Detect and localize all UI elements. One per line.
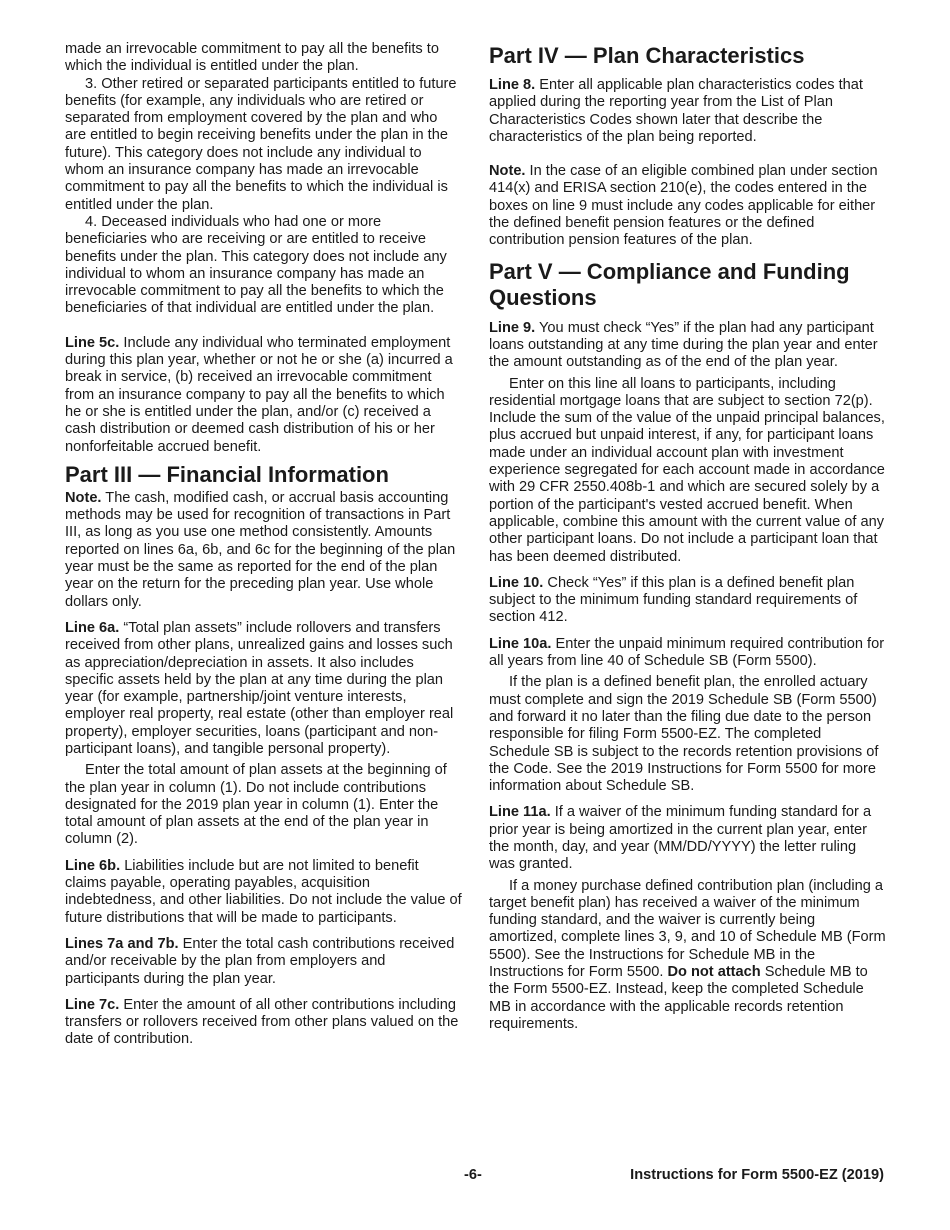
paragraph-line-11a-continued: [489, 878, 886, 1034]
line-10-label: Line 10.: [489, 574, 544, 591]
paragraph-line-6a: [65, 620, 462, 758]
line-9-text: You must check “Yes” if the plan had any participant loans outstanding at any time during the plan year and enter the amount outstanding as of the end of the plan year.: [489, 319, 878, 371]
heading-part-3: Part III — Financial Information: [65, 461, 389, 487]
note-label: Note.: [489, 163, 526, 180]
line-5c-label: Line 5c.: [65, 334, 120, 351]
paragraph-line-10a-continued: If the plan is a defined benefit plan, the enrolled actuary must complete and sign the 2019 Schedule SB (Form 5500) and forward it no later than the filing due date to the person responsible for filing Form 5500-EZ. The completed Schedule SB is subject to the records retention provisions of the Code. See the 2019 Instructions for Form 5500 for more information about Schedule SB.: [489, 674, 879, 795]
paragraph-continuation: made an irrevocable commitment to pay all the benefits to which the individual is entitled under the plan.: [65, 41, 439, 75]
paragraph-lines-7a-7b: [65, 936, 462, 988]
line-10a-label: Line 10a.: [489, 635, 552, 652]
line-11a-continued-end: Schedule MB to the Form 5500-EZ. Instead, keep the completed Schedule MB in accordance with the applicable records retention requirements.: [489, 964, 868, 1032]
paragraph-note-part-3: [65, 490, 462, 611]
line-10-text: Check “Yes” if this plan is a defined benefit plan subject to the minimum funding standard requirements of section 412.: [489, 574, 858, 626]
line-11a-continued-start: If a money purchase defined contribution plan (including a target benefit plan) has received a waiver of the minimum funding standard, and the waiver is currently being amortized, complete lines 3, 9, and 10 of Schedule MB (Form 5500). See the Instructions for Schedule MB in the Instructions for Form 5500.: [489, 877, 886, 981]
left-column: [65, 41, 462, 1049]
paragraph-line-8: [489, 77, 886, 146]
note-text: In the case of an eligible combined plan under section 414(x) and ERISA section 210(e), the codes entered in the boxes on line 9 must include any codes applicable for either the defined benefit pension features or the defined contribution pension features of the plan.: [489, 163, 878, 249]
page-number: -6-: [464, 1167, 482, 1183]
heading-part-5: Part V — Compliance and Funding Questions: [489, 258, 850, 310]
paragraph-line-6a-continued: Enter the total amount of plan assets at the beginning of the plan year in column (1). Do not include contributions designated for the 2019 plan year in column (1). Enter the total amount of plan assets at the end of the plan year in column (2).: [65, 762, 447, 848]
line-5c-text: Include any individual who terminated employment during this plan year, whether or not he or she (a) incurred a break in service, (b) received an irrevocable commitment from an insurance company to pay all the benefits to which he or she is entitled under the plan, and/or (c) received a cash distribution or deemed cash distribution of his or her nonforfeitable accrued benefit.: [65, 334, 453, 455]
right-column: [489, 41, 886, 1033]
paragraph-item-4: 4. Deceased individuals who had one or more beneficiaries who are receiving or are entitled to receive benefits under the plan. This category does not include any individual to whom an insurance company has made an irrevocable commitment to pay all the benefits to which the beneficiaries of that individual are entitled under the plan.: [65, 213, 447, 317]
paragraph-line-10: [489, 575, 886, 627]
footer-document-title: Instructions for Form 5500-EZ (2019): [630, 1167, 884, 1183]
note-text: The cash, modified cash, or accrual basis accounting methods may be used for recognition of transactions in Part III, as long as you use one method consistently. Amounts reported on lines 6a, 6b, and 6c for the beginning of the plan year must be the same as reported for the end of the plan year on the return for the preceding plan year. Use whole dollars only.: [65, 489, 456, 610]
lines-7a-7b-label: Lines 7a and 7b.: [65, 935, 179, 952]
paragraph-line-5c: [65, 335, 462, 456]
paragraph-line-9: [489, 320, 886, 372]
line-8-label: Line 8.: [489, 77, 536, 93]
line-11a-text: If a waiver of the minimum funding standard for a prior year is being amortized in the current plan year, enter the month, day, and year (MM/DD/YYYY) the letter ruling was granted.: [489, 804, 872, 873]
line-10a-text: Enter the unpaid minimum required contribution for all years from line 40 of Schedule SB (Form 5500).: [489, 635, 885, 670]
line-6b-text: Liabilities include but are not limited to benefit claims payable, operating payables, acquisition indebtedness, and other liabilities. Do not include the value of future distributions that will be made to participants.: [65, 857, 462, 926]
paragraph-line-7c: [65, 997, 462, 1049]
heading-part-4: Part IV — Plan Characteristics: [489, 43, 805, 68]
line-7c-text: Enter the amount of all other contributions including transfers or rollovers received from other plans valued on the date of contribution.: [65, 996, 459, 1048]
note-label: Note.: [65, 489, 102, 506]
paragraph-line-9-continued: Enter on this line all loans to participants, including residential mortgage loans that are subject to section 72(p). Include the sum of the value of the unpaid principal balances, plus accrued but unpaid interest, if any, for participant loans made under an individual account plan with investment experience segregated for each account made in accordance with 29 CFR 2550.408b-1 and which are secured solely by a portion of the participant's vested accrued benefit. When applicable, combine this amount with the current value of any other participant loans. Do not include a participant loan that has been deemed distributed.: [489, 375, 885, 565]
do-not-attach-emphasis: Do not attach: [667, 964, 761, 981]
paragraph-note-part-4: [489, 163, 886, 249]
line-6a-label: Line 6a.: [65, 619, 120, 636]
line-11a-label: Line 11a.: [489, 804, 551, 821]
paragraph-line-10a: [489, 636, 886, 671]
lines-7a-7b-text: Enter the total cash contributions received and/or receivable by the plan from employers and participants during the plan year.: [65, 935, 455, 987]
paragraph-line-11a: [489, 804, 886, 873]
line-6b-label: Line 6b.: [65, 857, 121, 874]
line-7c-label: Line 7c.: [65, 996, 120, 1013]
paragraph-line-6b: [65, 858, 462, 927]
paragraph-item-3: 3. Other retired or separated participants entitled to future benefits (for example, any individuals who are retired or separated from employment covered by the plan and who are entitled to begin receiving benefits under the plan in the future). This category does not include any individual to whom an insurance company has made an irrevocable commitment to pay all the benefits to which the individual is entitled under the plan.: [65, 75, 457, 213]
line-9-label: Line 9.: [489, 319, 536, 336]
line-6a-text: “Total plan assets” include rollovers and transfers received from other plans, unrealized gains and losses such as appreciation/depreciation in assets. It also includes specific assets held by the plan at any time during the plan year (for example, partnership/joint venture interests, employer real property, real estate (other than employer real property), employer securities, loans (participant and non-participant loans), and tangible personal property).: [65, 619, 454, 757]
line-8-text: Enter all applicable plan characteristics codes that applied during the reporting year from the List of Plan Characteristics Codes shown later that describe the characteristics of the plan being reported.: [489, 77, 863, 145]
